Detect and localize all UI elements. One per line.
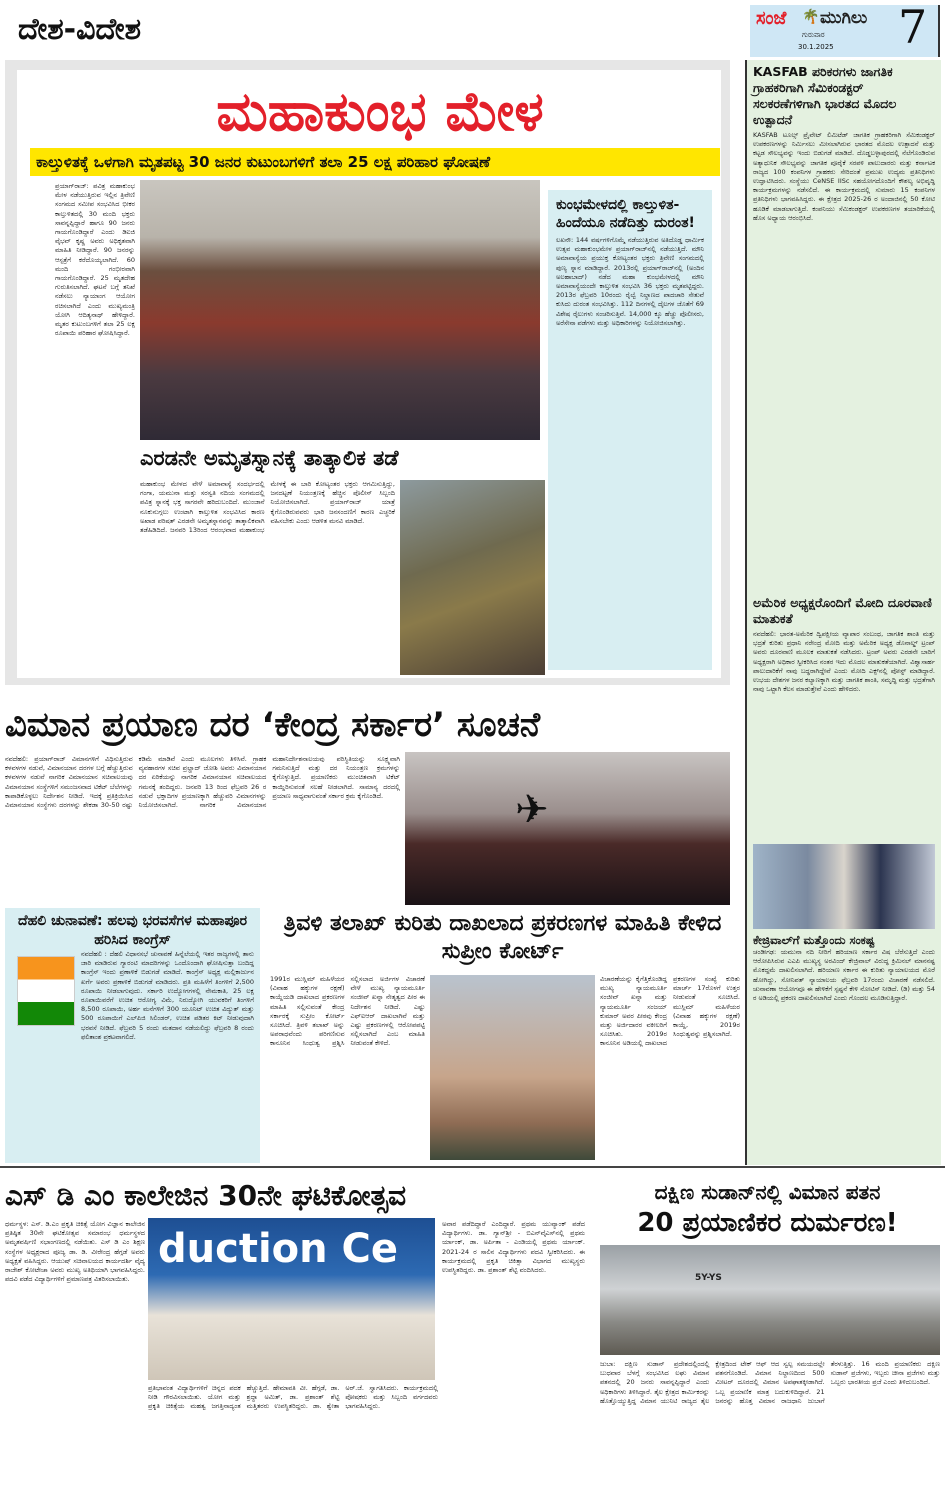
kumbh-sidebar xyxy=(548,190,712,670)
photo-banner-text: duction Ce xyxy=(158,1226,399,1272)
congress-logo xyxy=(17,956,75,1026)
aviation-headline: ವಿಮಾನ ಪ್ರಯಾಣ ದರ ‘ಕೇಂದ್ರ ಸರ್ಕಾರ’ ಸೂಚನೆ xyxy=(5,705,541,745)
crash-photo xyxy=(600,1245,940,1355)
supreme-court-photo xyxy=(430,975,595,1160)
modi-call-body: ನವದೆಹಲಿ: ಭಾರತ-ಅಮೆರಿಕ ದ್ವಿಪಕ್ಷೀಯ ವ್ಯಾಪಾರ ಸಂಬಂಧ, ಜಾಗತಿಕ ಶಾಂತಿ ಮತ್ತು ಭದ್ರತೆ ಕುರಿತು ಪ್ರಧಾನಿ ನರೇಂದ್ರ ಮೋದಿ ಮತ್ತು ಅಮೆರಿಕ ಅಧ್ಯಕ್ಷ ಡೊನಾಲ್ಡ್ ಟ್ರಂಪ್ ಅವರು ದೂರವಾಣಿ ಮೂಲಕ ಮಾತುಕತೆ ನಡೆಸಿದರು. ಟ್ರಂಪ್ ಅವರು ಎರಡನೇ ಬಾರಿಗೆ ಅಧ್ಯಕ್ಷರಾಗಿ ಅಧಿಕಾರ ಸ್ವೀಕರಿಸಿದ ನಂತರ ಇದು ಮೊದಲ ಮಾತುಕತೆಯಾಗಿದೆ. ವಿಶ್ವಾಸಾರ್ಹ ಪಾಲುದಾರಿಕೆಗೆ ನಾವು ಬದ್ಧರಾಗಿದ್ದೇವೆ ಎಂದು ಮೋದಿ ಎಕ್ಸ್‌ನಲ್ಲಿ ಪೋಸ್ಟ್ ಮಾಡಿದ್ದಾರೆ. ಉಭಯ ದೇಶಗಳ ಜನರ ಕಲ್ಯಾಣಕ್ಕಾಗಿ ಮತ್ತು ಜಾಗತಿಕ ಶಾಂತಿ, ಸಮೃದ್ಧಿ ಮತ್ತು ಭದ್ರತೆಗಾಗಿ ನಾವು ಒಟ್ಟಾಗಿ ಕೆಲಸ ಮಾಡುತ್ತೇವೆ ಎಂದು ಹೇಳಿದರು. xyxy=(753,630,935,694)
kumbh-subhead: ಎರಡನೇ ಅಮೃತಸ್ನಾನಕ್ಕೆ ತಾತ್ಕಾಲಿಕ ತಡೆ xyxy=(140,446,399,470)
aviation-body: ನವದೆಹಲಿ: ಪ್ರಯಾಗ್‌ರಾಜ್ ವಿಮಾನಗಳಿಗೆ ವಿಧಿಸುತ್ತಿರುವ ಕಳವಳಗಳ ನಡುವೆ, ವಿಮಾನಯಾನ ದರಗಳ ಬಗ್ಗೆ ಹೆಚ್ಚುತ್ತಿರುವ ಕಳವಳಗಳ ನಡುವೆ ನಾಗರಿಕ ವಿಮಾನಯಾನ ಸಚಿವಾಲಯವು ವಿಮಾನಯಾನ ಸಂಸ್ಥೆಗಳಿಗೆ ಸಮಂಜಸವಾದ ಟಿಕೆಟ್ ಬೆಲೆಗಳನ್ನು ಕಾಪಾಡಿಕೊಳ್ಳಲು ನಿರ್ದೇಶನ ನೀಡಿದೆ. ಇದಕ್ಕೆ ಪ್ರತಿಕ್ರಿಯಿಸಿದ ವಿಮಾನಯಾನ ಸಂಸ್ಥೆಗಳು ದರಗಳನ್ನು ಶೇಕಡಾ 30-50 ರಷ್ಟು ಕಡಿಮೆ ಮಾಡಿವೆ ಎಂದು ಮೂಲಗಳು ತಿಳಿಸಿವೆ. ಗ್ರಾಹಕ ವ್ಯವಹಾರಗಳ ಸಚಿವ ಪ್ರಲ್ಹಾದ್ ಜೋಶಿ ಅವರು ವಿಮಾನಯಾನ ದರ ಏರಿಕೆಯನ್ನು ನಾಗರಿಕ ವಿಮಾನಯಾನ ಸಚಿವಾಲಯದ ಗಮನಕ್ಕೆ ತಂದಿದ್ದರು. ಜನವರಿ 13 ರಿಂದ ಫೆಬ್ರವರಿ 26 ರ ನಡುವೆ ಭಕ್ತಾದಿಗಳ ಪ್ರಯಾಣಕ್ಕಾಗಿ ಹೆಚ್ಚುವರಿ ವಿಮಾನಗಳನ್ನು ನಿಯೋಜಿಸಲಾಗಿದೆ. ನಾಗರಿಕ ವಿಮಾನಯಾನ ಮಹಾನಿರ್ದೇಶನಾಲಯವು ಪರಿಸ್ಥಿತಿಯನ್ನು ಸೂಕ್ಷ್ಮವಾಗಿ ಗಮನಿಸುತ್ತಿದೆ ಮತ್ತು ದರ ನಿಯಂತ್ರಣ ಕ್ರಮಗಳನ್ನು ಕೈಗೊಳ್ಳುತ್ತಿದೆ. ಪ್ರಯಾಣಿಕರು ಮುಂಚಿತವಾಗಿ ಟಿಕೆಟ್ ಕಾಯ್ದಿರಿಸುವಂತೆ ಸಲಹೆ ನೀಡಲಾಗಿದೆ. ಸಾಮಾನ್ಯ ದರದಲ್ಲಿ ಪ್ರಯಾಣ ಸಾಧ್ಯವಾಗುವಂತೆ ಸರ್ಕಾರ ಕ್ರಮ ಕೈಗೊಂಡಿದೆ. xyxy=(5,755,400,810)
sidebar-body: ಲಖನೌ: 144 ವರ್ಷಗಳಿಗೊಮ್ಮೆ ನಡೆಯುತ್ತಿರುವ ಅತಿದೊಡ್ಡ ಧಾರ್ಮಿಕ ಉತ್ಸವ ಮಹಾಕುಂಭಮೇಳ ಪ್ರಯಾಗ್‌ರಾಜ್‌ನಲ್ಲಿ ನಡೆಯುತ್ತಿದೆ. ಮೌನಿ ಅಮಾವಾಸ್ಯೆಯ ಪ್ರಯುಕ್ತ ಕೋಟ್ಯಂತರ ಭಕ್ತರು ತ್ರಿವೇಣಿ ಸಂಗಮದಲ್ಲಿ ಪುಣ್ಯ ಸ್ನಾನ ಮಾಡಿದ್ದಾರೆ. 2013ರಲ್ಲಿ ಪ್ರಯಾಗ್‌ರಾಜ್‌ನಲ್ಲಿ (ಅಂದಿನ ಅಲಹಾಬಾದ್) ನಡೆದ ಮಹಾ ಕುಂಭಮೇಳದಲ್ಲಿ ಮೌನಿ ಅಮಾವಾಸ್ಯೆಯಂದೇ ಕಾಲ್ತುಳಿತ ಸಂಭವಿಸಿ 36 ಭಕ್ತರು ಮೃತಪಟ್ಟಿದ್ದರು. 2013ರ ಫೆಬ್ರವರಿ 10ರಂದು ರೈಲ್ವೆ ನಿಲ್ದಾಣದ ಪಾದಚಾರಿ ಸೇತುವೆ ಕುಸಿದು ದುರಂತ ಸಂಭವಿಸಿತ್ತು. 112 ದಿನಗಳಲ್ಲಿ ದೈಲಗಳ ಜೊತೆಗೆ 69 ವಿಶೇಷ ರೈಲುಗಳು ಸಂಚರಿಸುತ್ತಿವೆ. 14,000 ಕ್ಕೂ ಹೆಚ್ಚು ಪೊಲೀಸರು, ಅರೆಸೇನಾ ಪಡೆಗಳು ಮತ್ತು ಅಧಿಕಾರಿಗಳನ್ನು ನಿಯೋಜಿಸಲಾಗಿತ್ತು. xyxy=(556,236,704,327)
sdm-body-right: ಅವಾರ ಪಡೆದಿದ್ದಾರೆ ಎಂದಿದ್ದಾರೆ. ಪ್ರಥಮ ಯುವ್ಯಾಂಕ್ ಪಡೆದ ವಿದ್ಯಾರ್ಥಿಗಳು. ಡಾ. ಗ್ಯಾನ್‌ಶ್ರೀ - ಬಿಎನ್‌ವೈಎಸ್‌ನಲ್ಲಿ ಪ್ರಥಮ ರ್ಯಾಂಕ್, ಡಾ. ಅರ್ಪಿತಾ - ಎಂಡಿಯಲ್ಲಿ ಪ್ರಥಮ ರ್ಯಾಂಕ್. 2021-24 ರ ಸಾಲಿನ ವಿದ್ಯಾರ್ಥಿಗಳು ಪದವಿ ಸ್ವೀಕರಿಸಿದರು. ಈ ಕಾರ್ಯಕ್ರಮದಲ್ಲಿ ಪ್ರಕೃತಿ ಚಿಕಿತ್ಸಾ ವಿಭಾಗದ ಮುಖ್ಯಸ್ಥರು ಉಪಸ್ಥಿತರಿದ್ದರು. ಡಾ. ಪ್ರಶಾಂತ್ ಶೆಟ್ಟಿ ವಂದಿಸಿದರು. xyxy=(442,1220,585,1275)
modi-call-title: ಅಮೆರಿಕ ಅಧ್ಯಕ್ಷರೊಂದಿಗೆ ಮೋದಿ ದೂರವಾಣಿ ಮಾತುಕತೆ xyxy=(753,595,932,626)
kumbh-banner: ಕಾಲ್ತುಳಿತಕ್ಕೆ ಒಳಗಾಗಿ ಮೃತಪಟ್ಟ 30 ಜನರ ಕುಟುಂಬಗಳಿಗೆ ತಲಾ 25 ಲಕ್ಷ ಪರಿಹಾರ ಘೋಷಣೆ xyxy=(30,148,720,176)
sudan-body: ಜುಬಾ: ದಕ್ಷಿಣ ಸುಡಾನ್ ಪ್ರದೇಶದಲ್ಲಿಂದಲ್ಲಿ ಬುಧವಾರ ಬೆಳಗ್ಗೆ ಸಂಭವಿಸಿದ ಲಘು ವಿಮಾನ ಪತನದಲ್ಲಿ 20 ಜನರು ಸಾವನ್ನಪ್ಪಿದ್ದಾರೆ ಎಂದು ಅಧಿಕಾರಿಗಳು ತಿಳಿಸಿದ್ದಾರೆ. ತೈಲ ಕ್ಷೇತ್ರದ ಕಾರ್ಮಿಕರನ್ನು ಹೊತ್ತೊಯ್ಯುತ್ತಿದ್ದ ವಿಮಾನ ಯುನಿಟಿ ರಾಜ್ಯದ ತೈಲ ಕ್ಷೇತ್ರದಿಂದ ಟೇಕ್ ಆಫ್ ಆದ ಸ್ವಲ್ಪ ಸಮಯದಲ್ಲೇ ಪತನಗೊಂಡಿದೆ. ವಿಮಾನ ನಿಲ್ದಾಣದಿಂದ 500 ಮೀಟರ್ ದೂರದಲ್ಲಿ ವಿಮಾನ ಅಪಘಾತಕ್ಕೀಡಾಗಿದೆ. ಒಬ್ಬ ಪ್ರಯಾಣಿಕ ಮಾತ್ರ ಬದುಕುಳಿದಿದ್ದಾರೆ. 21 ಜನರನ್ನು ಹೊತ್ತ ವಿಮಾನ ರಾಜಧಾನಿ ಜುಬಾಗೆ ತೆರಳುತ್ತಿತ್ತು. 16 ಮಂದಿ ಪ್ರಯಾಣಿಕರು ದಕ್ಷಿಣ ಸುಡಾನ್ ಪ್ರಜೆಗಳು, ಇಬ್ಬರು ಚೀನಾ ಪ್ರಜೆಗಳು ಮತ್ತು ಒಬ್ಬರು ಭಾರತೀಯ ಪ್ರಜೆ ಎಂದು ತಿಳಿದುಬಂದಿದೆ. xyxy=(600,1360,940,1405)
sdm-headline: ಎಸ್ ಡಿ ಎಂ ಕಾಲೇಜಿನ 30ನೇ ಘಟಿಕೋತ್ಸವ xyxy=(5,1179,407,1212)
crowd-photo xyxy=(140,180,540,440)
police-photo xyxy=(400,480,545,675)
kasfab-title: KASFAB ಪರಿಕರಗಳು ಜಾಗತಿಕ ಗ್ರಾಹಕರಿಗಾಗಿ ಸೆಮಿಕಂಡಕ್ಟರ್ ಸಲಕರಣೆಗಳಿಗಾಗಿ ಭಾರತದ ಮೊದಲ ಉತ್ಪಾದನೆ xyxy=(753,64,897,127)
sdm-body-bottom: ಪ್ರತಿಭಾವಂತ ವಿದ್ಯಾರ್ಥಿಗಳಿಗೆ ಚಿನ್ನದ ಪದಕ ನೀಡಿ ಗೌರವಿಸಲಾಯಿತು. ಯೋಗ ಮತ್ತು ಪ್ರಕೃತಿ ಚಿಕಿತ್ಸೆಯ ಮಹತ್ವ ಜಗತ್ತಿನಾದ್ಯಂತ ಹೆಚ್ಚುತ್ತಿದೆ. ಹೇಮಾವತಿ ವೀ. ಹೆಗ್ಗಡೆ, ಡಾ. ಶ್ರದ್ಧಾ ಅಮಿತ್, ಡಾ. ಪ್ರಶಾಂತ್ ಶೆಟ್ಟಿ ಮತ್ತಿತರರು ಉಪಸ್ಥಿತರಿದ್ದರು. ಡಾ. ಶ್ವೇತಾ ಅರ್.ಜೆ. ಸ್ವಾಗತಿಸಿದರು. ಕಾರ್ಯಕ್ರಮದಲ್ಲಿ ಪೋಷಕರು ಮತ್ತು ಸಿಬ್ಬಂದಿ ವರ್ಗದವರು ಭಾಗವಹಿಸಿದ್ದರು. xyxy=(148,1384,438,1411)
delhi-headline: ದೆಹಲಿ ಚುನಾವಣೆ: ಹಲವು ಭರವಸೆಗಳ ಮಹಾಪೂರ ಹರಿಸಿದ ಕಾಂಗ್ರೆಸ್ xyxy=(18,913,247,948)
airplane-photo xyxy=(405,752,730,905)
section-title: ದೇಶ-ವಿದೇಶ xyxy=(18,12,142,47)
sidebar-title: ಕುಂಭಮೇಳದಲ್ಲಿ ಕಾಲ್ತುಳಿತ- ಹಿಂದೆಯೂ ನಡೆದಿತ್ತು ದುರಂತ! xyxy=(556,197,695,231)
delhi-box xyxy=(5,908,260,1163)
kumbh-headline: ಮಹಾಕುಂಭ ಮೇಳ xyxy=(216,80,544,143)
right-column xyxy=(745,60,941,1165)
modi-trump-photo xyxy=(753,844,935,929)
divider xyxy=(0,1166,945,1168)
kumbh-sub-body: ಮಹಾಕುಂಭ ಮೇಳದ ವೇಳೆ ಅಮಾವಾಸ್ಯೆ ಸಂದರ್ಭದಲ್ಲಿ ಗಂಗಾ, ಯಮುನಾ ಮತ್ತು ಸರಸ್ವತಿ ನದಿಯ ಸಂಗಮದಲ್ಲಿ ಪವಿತ್ರ ಸ್ನಾನಕ್ಕೆ ಭಕ್ತ ಸಾಗರವೇ ಹರಿದುಬಂದಿದೆ. ಮುಂಜಾನೆ ನೂಕುನುಗ್ಗಲು ಉಂಟಾಗಿ ಕಾಲ್ತುಳಿತ ಸಂಭವಿಸಿದ ಕಾರಣ ಅಖಾಡ ಪರಿಷತ್ ಎರಡನೇ ಅಮೃತಸ್ನಾನವನ್ನು ತಾತ್ಕಾಲಿಕವಾಗಿ ತಡೆಹಿಡಿದಿದೆ. ಜನವರಿ 13ರಿಂದ ಆರಂಭವಾದ ಮಹಾಕುಂಭ ಮೇಳಕ್ಕೆ ಈ ಬಾರಿ ಕೋಟ್ಯಂತರ ಭಕ್ತರು ಆಗಮಿಸುತ್ತಿದ್ದು, ಜನದಟ್ಟಣೆ ನಿಯಂತ್ರಣಕ್ಕೆ ಹೆಚ್ಚಿನ ಪೊಲೀಸ್ ಸಿಬ್ಬಂದಿ ನಿಯೋಜಿಸಲಾಗಿದೆ. ಪ್ರಯಾಗ್‌ರಾಜ್ ಯಾತ್ರೆ ಕೈಗೊಂಡಿರುವವರು ಭಾರಿ ಜನಸಂದಣಿಗೆ ಕಾರಣ ಎಚ್ಚರಿಕೆ ವಹಿಸಬೇಕು ಎಂದು ಆಡಳಿತ ಮನವಿ ಮಾಡಿದೆ. xyxy=(140,480,395,535)
sudan-headline-2: 20 ಪ್ರಯಾಣಿಕರ ದುರ್ಮರಣ! xyxy=(637,1208,898,1238)
kumbh-lead: ಪ್ರಯಾಗ್‌ರಾಜ್: ಪವಿತ್ರ ಮಹಾಕುಂಭ ಮೇಳ ನಡೆಯುತ್ತಿರುವ ಇಲ್ಲಿನ ತ್ರಿವೇಣಿ ಸಂಗಮದ ಸಮೀಪ ಸಂಭವಿಸಿದ ಭೀಕರ ಕಾಲ್ತುಳಿತದಲ್ಲಿ 30 ಮಂದಿ ಭಕ್ತರು ಸಾವನ್ನಪ್ಪಿದ್ದಾರೆ ಹಾಗೂ 90 ಜನರು ಗಾಯಗೊಂಡಿದ್ದಾರೆ ಎಂದು ಡಿಐಜಿ ವೈಭವ್ ಕೃಷ್ಣ ಅವರು ಅಧಿಕೃತವಾಗಿ ಮಾಹಿತಿ ನೀಡಿದ್ದಾರೆ. 90 ಜನರನ್ನು ಆಸ್ಪತ್ರೆಗೆ ಕರೆದೊಯ್ಯಲಾಗಿದೆ. 60 ಮಂದಿ ಗಂಭೀರವಾಗಿ ಗಾಯಗೊಂಡಿದ್ದಾರೆ. 25 ಮೃತದೇಹ ಗುರುತಿಸಲಾಗಿದೆ. ಘಟನೆ ಬಗ್ಗೆ ತನಿಖೆ ನಡೆಸಲು ನ್ಯಾಯಾಂಗ ಆಯೋಗ ರಚಿಸಲಾಗಿದೆ ಎಂದು ಮುಖ್ಯಮಂತ್ರಿ ಯೋಗಿ ಆದಿತ್ಯನಾಥ್ ಹೇಳಿದ್ದಾರೆ. ಮೃತರ ಕುಟುಂಬಗಳಿಗೆ ತಲಾ 25 ಲಕ್ಷ ರೂಪಾಯಿ ಪರಿಹಾರ ಘೋಷಿಸಿದ್ದಾರೆ. xyxy=(55,182,135,338)
kasfab-body: KASFAB ಟೂಲ್ಸ್ ಪ್ರೈವೇಟ್ ಲಿಮಿಟೆಡ್ ಜಾಗತಿಕ ಗ್ರಾಹಕರಿಗಾಗಿ ಸೆಮಿಕಂಡಕ್ಟರ್ ಉಪಕರಣಗಳನ್ನು ನಿರ್ಮಿಸಲು ಮೀಸಲಾಗಿರುವ ಭಾರತದ ಮೊದಲ ಉತ್ಪಾದನೆ ಮತ್ತು ಕಟ್ಟಡ ಸೌಲಭ್ಯವನ್ನು ಇಂದು ಬಿಡುಗಡೆ ಮಾಡಿದೆ. ದೊಡ್ಡಬಳ್ಳಾಪುರದಲ್ಲಿ ನೆಲೆಗೊಂಡಿರುವ ಅತ್ಯಾಧುನಿಕ ಸೌಲಭ್ಯವನ್ನು ಜಾಗತಿಕ ಪೂರೈಕೆ ಸರಪಳಿ ಪಾಲುದಾರರು ಮತ್ತು ಕರ್ನಾಟಕ ರಾಜ್ಯದ 100 ಕಂಪನಿಗಳ ಗ್ರಾಹಕರು ಸೇರಿದಂತೆ ಪ್ರಮುಖ ಉದ್ಯಮ ಪ್ರತಿನಿಧಿಗಳು ಉದ್ಘಾಟಿಸಿದರು. ಸಂಸ್ಥೆಯು CeNSE IISc ಸಹಯೋಗದೊಂದಿಗೆ ಕೌಶಲ್ಯ ಅಭಿವೃದ್ಧಿ ಕಾರ್ಯಕ್ರಮಗಳನ್ನು ನಡೆಸಲಿದೆ. ಈ ಕಾರ್ಯಕ್ರಮದಲ್ಲಿ ಸುಮಾರು 15 ಕಂಪನಿಗಳ ಪ್ರತಿನಿಧಿಗಳು ಭಾಗವಹಿಸಿದ್ದರು. ಈ ಕ್ಷೇತ್ರದ 2025-26 ರ ಅಂದಾಜಿನಲ್ಲಿ 50 ಕೋಟಿ ಹೂಡಿಕೆ ಮಾಡಲಾಗುತ್ತಿದೆ. ಕಂಪನಿಯು ಸೆಮಿಕಂಡಕ್ಟರ್ ಉಪಕರಣಗಳ ತಯಾರಿಕೆಯಲ್ಲಿ ಹೊಸ ಅಧ್ಯಾಯ ಆರಂಭಿಸಿದೆ. xyxy=(753,131,935,222)
sdm-body-left: ಧರ್ಮಸ್ಥಳ: ಎಸ್. ಡಿ.ಎಂ ಪ್ರಕೃತಿ ಚಿಕಿತ್ಸೆ ಯೋಗ ವಿಜ್ಞಾನ ಕಾಲೇಜಿನ ಪ್ರತಿಷ್ಠಿತ 30ನೇ ಘಟಿಕೋತ್ಸವ ಸಮಾರಂಭ ಧರ್ಮಸ್ಥಳದ ಅಮೃತವರ್ಷಿಣಿ ಸಭಾಂಗಣದಲ್ಲಿ ನಡೆಯಿತು. ಎಸ್ ಡಿ ಎಂ ಶಿಕ್ಷಣ ಸಂಸ್ಥೆಗಳ ಅಧ್ಯಕ್ಷರಾದ ಪೂಜ್ಯ ಡಾ. ಡಿ. ವೀರೇಂದ್ರ ಹೆಗ್ಗಡೆ ಅವರು ಅಧ್ಯಕ್ಷತೆ ವಹಿಸಿದ್ದರು. ಆಯುಷ್ ಸಚಿವಾಲಯದ ಕಾರ್ಯದರ್ಶಿ ವೈದ್ಯ ರಾಜೇಶ್ ಕೋಟೇಚಾ ಅವರು ಮುಖ್ಯ ಅತಿಥಿಯಾಗಿ ಭಾಗವಹಿಸಿದ್ದರು. ಪದವಿ ಪಡೆದ ವಿದ್ಯಾರ್ಥಿಗಳಿಗೆ ಪ್ರಮಾಣಪತ್ರ ವಿತರಿಸಲಾಯಿತು. xyxy=(5,1220,145,1284)
masthead-name-b: ಮುಗಿಲು xyxy=(820,8,868,28)
kejriwal-body: ಚಂಡೀಗಢ: ಯಮುನಾ ನದಿ ನೀರಿಗೆ ಹರಿಯಾಣ ಸರ್ಕಾರ ವಿಷ ಬೆರೆಸುತ್ತಿದೆ ಎಂದು ಆರೋಪಿಸಿರುವ ಎಎಪಿ ಮುಖ್ಯಸ್ಥ ಅರವಿಂದ್ ಕೇಜ್ರಿವಾಲ್ ವಿರುದ್ಧ ಕ್ರಿಮಿನಲ್ ಮಾನನಷ್ಟ ಮೊಕದ್ದಮೆ ದಾಖಲಿಸಲಾಗಿದೆ. ಹರಿಯಾಣ ಸರ್ಕಾರ ಈ ಕುರಿತು ನ್ಯಾಯಾಲಯದ ಮೊರೆ ಹೋಗಿದ್ದು, ಸೋನಿಪತ್ ನ್ಯಾಯಾಲಯ ಫೆಬ್ರವರಿ 17ರಂದು ವಿಚಾರಣೆ ನಡೆಸಲಿದೆ. ಚುನಾವಣಾ ಆಯೋಗವೂ ಈ ಹೇಳಿಕೆಗೆ ಸ್ಪಷ್ಟನೆ ಕೇಳಿ ನೋಟಿಸ್ ನೀಡಿದೆ. (ಡಿ) ಮತ್ತು 54 ರ ಅಡಿಯಲ್ಲಿ ಪ್ರಕರಣ ದಾಖಲಿಸಲಾಗಿದೆ ಎಂದು ಗೊಂದಲ ಮೂಡಿಸುತ್ತಿದ್ದಾರೆ. xyxy=(753,948,935,1003)
masthead-name-a: ಸಂಜೆ xyxy=(756,8,787,29)
plane-registration: 5Y-YS xyxy=(695,1273,722,1283)
convocation-photo xyxy=(148,1218,435,1380)
airplane-icon: ✈ xyxy=(515,787,549,833)
palm-icon: 🌴 xyxy=(802,9,820,25)
delhi-body: ನವದೆಹಲಿ : ದೆಹಲಿ ವಿಧಾನಸಭೆ ಚುನಾವಣೆ ಹಿನ್ನೆಲೆಯಲ್ಲಿ ಇತರ ರಾಜ್ಯಗಳಲ್ಲಿ ತಾನು ಜಾರಿ ಮಾಡಿರುವ ಗ್ಯಾರಂಟಿ ಮಾದರಿಗಳನ್ನು ಒಂದೊಂದಾಗಿ ಘೋಷಿಸುತ್ತಾ ಬಂದಿದ್ದ ಕಾಂಗ್ರೆಸ್ ಇಂದು ಪ್ರಣಾಳಿಕೆ ಬಿಡುಗಡೆ ಮಾಡಿದೆ. ಕಾಂಗ್ರೆಸ್ ಅಧ್ಯಕ್ಷ ಮಲ್ಲಿಕಾರ್ಜುನ ಖರ್ಗೆ ಅವರು ಪ್ರಣಾಳಿಕೆ ಬಿಡುಗಡೆ ಮಾಡಿದರು. ಪ್ರತಿ ಮಹಿಳೆಗೆ ತಿಂಗಳಿಗೆ 2,500 ರೂಪಾಯಿ ನೀಡಲಾಗುವುದು. ಸರ್ಕಾರಿ ಉದ್ಯೋಗಗಳಲ್ಲಿ ನೇಮಕಾತಿ, 25 ಲಕ್ಷ ರೂಪಾಯಿವರೆಗೆ ಉಚಿತ ಆರೋಗ್ಯ ವಿಮೆ, ನಿರುದ್ಯೋಗಿ ಯುವಕರಿಗೆ ತಿಂಗಳಿಗೆ 8,500 ರೂಪಾಯಿ, ಅರ್ಹ ಮನೆಗಳಿಗೆ 300 ಯೂನಿಟ್ ಉಚಿತ ವಿದ್ಯುತ್ ಮತ್ತು 500 ರೂಪಾಯಿಗೆ ಎಲ್‌ಪಿಜಿ ಸಿಲಿಂಡರ್, ಉಚಿತ ಪಡಿತರ ಕಿಟ್ ನೀಡುವುದಾಗಿ ಭರವಸೆ ನೀಡಿದೆ. ಫೆಬ್ರವರಿ 5 ರಂದು ಮತದಾನ ನಡೆಯಲಿದ್ದು ಫೆಬ್ರವರಿ 8 ರಂದು ಫಲಿತಾಂಶ ಪ್ರಕಟವಾಗಲಿದೆ. xyxy=(81,950,254,1041)
masthead-date: 30.1.2025 xyxy=(798,43,834,51)
kejriwal-title: ಕೇಜ್ರಿವಾಲ್‌ಗೆ ಮತ್ತೊಂದು ಸಂಕಷ್ಟ xyxy=(753,933,875,947)
talaq-headline: ತ್ರಿವಳಿ ತಲಾಖ್ ಕುರಿತು ದಾಖಲಾದ ಪ್ರಕರಣಗಳ ಮಾಹಿತಿ ಕೇಳಿದ ಸುಪ್ರೀಂ ಕೋರ್ಟ್ xyxy=(283,911,722,964)
sudan-headline-1: ದಕ್ಷಿಣ ಸುಡಾನ್‌ನಲ್ಲಿ ವಿಮಾನ ಪತನ xyxy=(654,1180,881,1204)
talaq-body-left: 1991ರ ಮುಸ್ಲಿಮ್ ಮಹಿಳೆಯರ (ವಿವಾಹ ಹಕ್ಕುಗಳ ರಕ್ಷಣೆ) ಕಾಯ್ದೆಯಡಿ ದಾಖಲಾದ ಪ್ರಕರಣಗಳ ಮಾಹಿತಿ ಸಲ್ಲಿಸುವಂತೆ ಕೇಂದ್ರ ಸರ್ಕಾರಕ್ಕೆ ಸುಪ್ರೀಂ ಕೋರ್ಟ್ ಸೂಚಿಸಿದೆ. ತ್ರಿವಳಿ ತಲಾಖ್ ಅನ್ನು ಅಪರಾಧವೆಂದು ಪರಿಗಣಿಸುವ ಕಾನೂನಿನ ಸಿಂಧುತ್ವ ಪ್ರಶ್ನಿಸಿ ಸಲ್ಲಿಸಲಾದ ಅರ್ಜಿಗಳ ವಿಚಾರಣೆ ವೇಳೆ ಮುಖ್ಯ ನ್ಯಾಯಮೂರ್ತಿ ಸಂಜೀವ್ ಖನ್ನಾ ನೇತೃತ್ವದ ಪೀಠ ಈ ನಿರ್ದೇಶನ ನೀಡಿದೆ. ಎಷ್ಟು ಎಫ್‌ಐಆರ್ ದಾಖಲಾಗಿವೆ ಮತ್ತು ಎಷ್ಟು ಪ್ರಕರಣಗಳಲ್ಲಿ ಆರೋಪಪಟ್ಟಿ ಸಲ್ಲಿಸಲಾಗಿದೆ ಎಂಬ ಮಾಹಿತಿ ನೀಡುವಂತೆ ಕೇಳಿದೆ. xyxy=(270,975,425,1048)
talaq-body-right: ವಿಚಾರಣೆಯನ್ನು ಕೈಗೆತ್ತಿಕೊಂಡಿದ್ದ ಮುಖ್ಯ ನ್ಯಾಯಮೂರ್ತಿ ಸಂಜೀವ್ ಖನ್ನಾ ಮತ್ತು ನ್ಯಾಯಮೂರ್ತಿ ಸಂಜಯ್ ಕುಮಾರ್ ಅವರ ಪೀಠವು ಕೇಂದ್ರ ಮತ್ತು ಅರ್ಜಿದಾರರ ವಕೀಲರಿಗೆ ಸೂಚಿಸಿತು. 2019ರ ಕಾನೂನಿನ ಅಡಿಯಲ್ಲಿ ದಾಖಲಾದ ಪ್ರಕರಣಗಳ ಸಂಖ್ಯೆ ಕುರಿತು ಮಾರ್ಚ್ 17ರೊಳಗೆ ಉತ್ತರ ನೀಡುವಂತೆ ಸೂಚಿಸಿದೆ. ಮುಸ್ಲಿಮ್ ಮಹಿಳೆಯರ (ವಿವಾಹ ಹಕ್ಕುಗಳ ರಕ್ಷಣೆ) ಕಾಯ್ದೆ, 2019ರ ಸಿಂಧುತ್ವವನ್ನು ಪ್ರಶ್ನಿಸಲಾಗಿದೆ. xyxy=(600,975,740,1048)
masthead-day: ಗುರುವಾರ xyxy=(802,31,825,39)
page-number: 7 xyxy=(898,0,928,54)
